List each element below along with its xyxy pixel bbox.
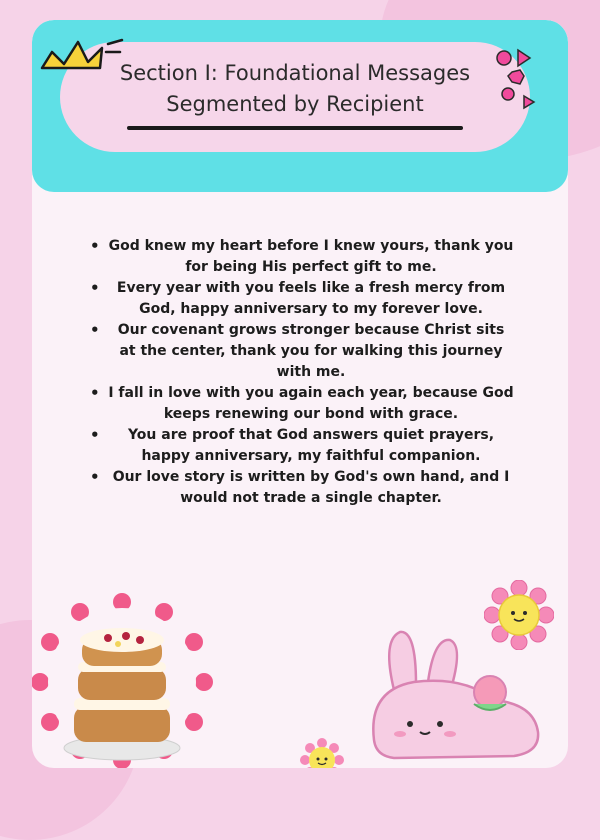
list-item: • Our covenant grows stronger because Christ sits at the center, thank you for walking this journey with me. — [94, 320, 514, 383]
layered-cake-image — [32, 588, 222, 768]
list-item: • I fall in love with you again each year, because God keeps renewing our bond with grace. — [94, 383, 514, 425]
geometric-shapes-icon — [494, 42, 554, 120]
bunny-illustration — [354, 620, 554, 768]
list-item: • You are proof that God answers quiet prayers, happy anniversary, my faithful companion. — [94, 425, 514, 467]
page-title — [120, 58, 470, 120]
crown-icon — [38, 38, 124, 82]
list-item: • Our love story is written by God's own hand, and I would not trade a single chapter. — [94, 467, 514, 509]
list-item: • God knew my heart before I knew yours, thank you for being His perfect gift to me. — [94, 236, 514, 278]
title-underline — [127, 126, 463, 130]
title-line-1: Section I: Foundational Messages — [119, 61, 471, 85]
list-item: • Every year with you feels like a fresh mercy from God, happy anniversary to my forever love. — [94, 278, 514, 320]
title-line-2: Segmented by Recipient — [166, 92, 424, 116]
content-card — [32, 20, 568, 768]
title-pill — [60, 42, 530, 152]
smiling-flower-icon — [300, 738, 344, 768]
message-list — [94, 236, 514, 509]
